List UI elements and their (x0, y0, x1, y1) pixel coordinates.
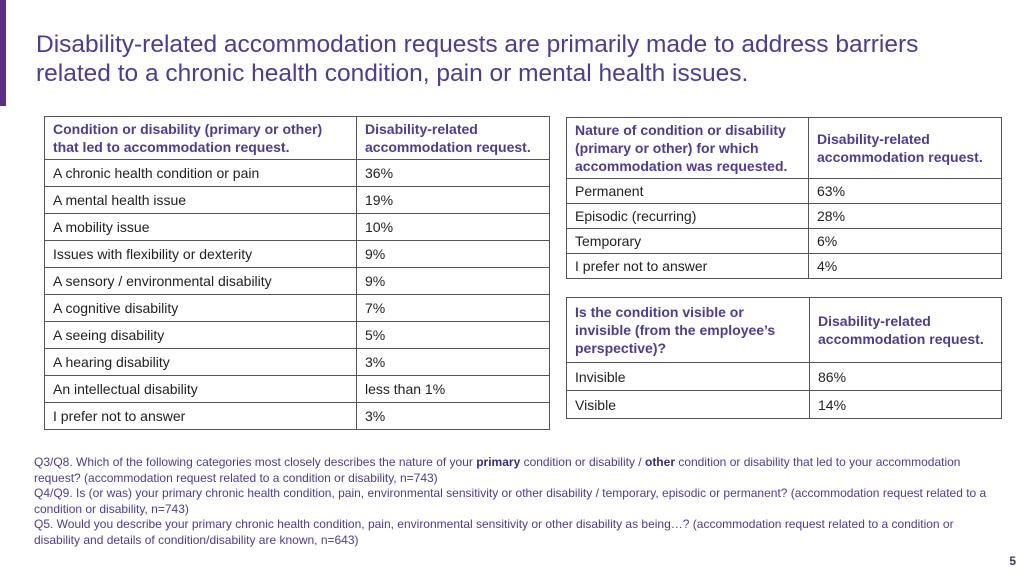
table-row (567, 363, 1002, 391)
row-value: 14% (810, 391, 1002, 419)
footnote-q5: Q5. Would you describe your primary chronic health condition, pain, environmental sensitivity or other disability as being…? (accommodation request related to a condition or disability and details of condition/disability are known, n=643) (34, 517, 954, 547)
table-header-row (567, 298, 1002, 363)
row-label: Invisible (567, 363, 810, 391)
row-label: A seeing disability (45, 322, 357, 349)
footnotes (34, 455, 994, 548)
row-label: A mobility issue (45, 214, 357, 241)
row-value: 7% (357, 295, 550, 322)
table-row (45, 187, 550, 214)
condition-visibility-table (566, 297, 1002, 419)
table-row (45, 376, 550, 403)
footnote-q3-q8: Q3/Q8. Which of the following categories most closely describes the nature of your primary condition or disability / other condition or disability that led to your accommodation request? (accommodation request related to a condition or disability, n=743) (34, 455, 961, 485)
row-value: 5% (357, 322, 550, 349)
footnote-q4-q9: Q4/Q9. Is (or was) your primary chronic health condition, pain, environmental sensitivity or other disability / temporary, episodic or permanent? (accommodation request related to a condition or disability, n=743) (34, 486, 987, 516)
table-row (45, 160, 550, 187)
row-label: A cognitive disability (45, 295, 357, 322)
table-row (45, 322, 550, 349)
row-label: An intellectual disability (45, 376, 357, 403)
row-label: A sensory / environmental disability (45, 268, 357, 295)
page-number: 5 (1009, 554, 1016, 568)
row-value: 3% (357, 349, 550, 376)
table-header-row (567, 118, 1002, 179)
column-header: Nature of condition or disability (primary or other) for which accommodation was requested. (567, 118, 809, 179)
condition-nature-table (566, 117, 1002, 279)
row-label: A chronic health condition or pain (45, 160, 357, 187)
table-row (45, 349, 550, 376)
row-value: 28% (809, 204, 1002, 229)
table-row (45, 214, 550, 241)
table-row (45, 403, 550, 430)
row-label: I prefer not to answer (567, 254, 809, 279)
row-value: 19% (357, 187, 550, 214)
column-header: Disability-related accommodation request. (810, 298, 1002, 363)
column-header: Disability-related accommodation request. (357, 117, 550, 160)
row-value: less than 1% (357, 376, 550, 403)
row-label: Issues with flexibility or dexterity (45, 241, 357, 268)
table-row (567, 229, 1002, 254)
accent-bar (0, 0, 6, 106)
row-value: 9% (357, 268, 550, 295)
row-label: A mental health issue (45, 187, 357, 214)
table-row (45, 295, 550, 322)
table-header-row (45, 117, 550, 160)
row-value: 36% (357, 160, 550, 187)
column-header: Disability-related accommodation request. (809, 118, 1002, 179)
row-label: Episodic (recurring) (567, 204, 809, 229)
table-row (567, 204, 1002, 229)
table-row (567, 254, 1002, 279)
row-label: I prefer not to answer (45, 403, 357, 430)
column-header: Condition or disability (primary or other) that led to accommodation request. (45, 117, 357, 160)
row-label: Temporary (567, 229, 809, 254)
condition-type-table (44, 116, 550, 430)
row-value: 10% (357, 214, 550, 241)
row-value: 86% (810, 363, 1002, 391)
row-label: A hearing disability (45, 349, 357, 376)
column-header: Is the condition visible or invisible (from the employee’s perspective)? (567, 298, 810, 363)
row-value: 3% (357, 403, 550, 430)
row-value: 9% (357, 241, 550, 268)
table-row (45, 241, 550, 268)
page-title: Disability-related accommodation requests are primarily made to address barriers related to a chronic health condition, pain or mental health issues. (36, 31, 919, 87)
table-row (567, 179, 1002, 204)
row-value: 63% (809, 179, 1002, 204)
row-value: 6% (809, 229, 1002, 254)
table-row (567, 391, 1002, 419)
table-row (45, 268, 550, 295)
row-label: Permanent (567, 179, 809, 204)
row-label: Visible (567, 391, 810, 419)
row-value: 4% (809, 254, 1002, 279)
